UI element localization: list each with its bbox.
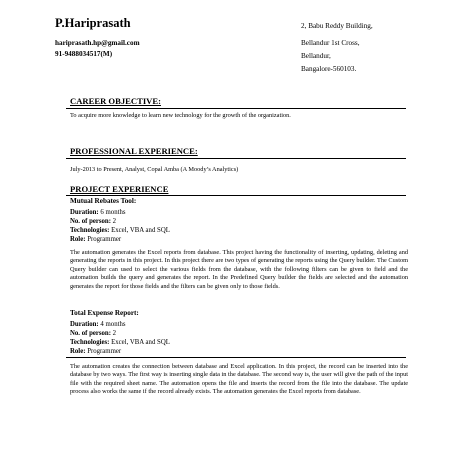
address-line-2: Bellandur 1st Cross, (301, 39, 360, 47)
project-role (70, 236, 121, 243)
project-rule (66, 195, 406, 196)
project-technologies (70, 227, 170, 234)
duration-value: 6 months (100, 209, 126, 216)
duration-value: 4 months (100, 321, 126, 328)
professional-experience-text: July-2013 to Present, Analyst, Copal Amba (A Moody’s Analytics) (70, 166, 239, 173)
project-role (70, 348, 121, 355)
project-description: The automation generates the Excel reports from database. This project having the functionality of inserting, updating, deleting and generating the reports in this project. In this project there are two types of generating the reports using the Query builder. The Custom Query builder can used to select the various fields from the database, with the following filters can be given to field and the automation builds the query and generates the report. In the Predefined Query builder the fields are selected and the automation generates the report for those fields and the filters can be given only to those fields. (70, 249, 408, 290)
address-line-4: Bangalore-560103. (301, 65, 357, 73)
career-objective-text: To acquire more knowledge to learn new technology for the growth of the organization. (70, 112, 291, 119)
role-value: Programmer (87, 348, 122, 355)
phone-number: 91-9488034517(M) (55, 50, 113, 58)
persons-value: 2 (112, 330, 117, 337)
project-technologies (70, 339, 170, 346)
technologies-value: Excel, VBA and SQL (111, 227, 170, 234)
project-persons (70, 330, 116, 337)
role-rule (66, 357, 406, 358)
project-persons (70, 218, 116, 225)
technologies-label: Technologies: (70, 339, 110, 346)
professional-experience-heading: PROFESSIONAL EXPERIENCE: (70, 146, 198, 156)
technologies-value: Excel, VBA and SQL (111, 339, 170, 346)
career-rule (66, 108, 406, 109)
address-line-3: Bellandur, (301, 52, 331, 60)
role-value: Programmer (87, 236, 122, 243)
project-description: The automation creates the connection between database and Excel application. In this project, the record can be inserted into the database by two ways. The first way is inserting single data in the database. The second way is, the user will give the path of the input file with the required sheet name. The automation opens the file and inserts the record from the file into the database. The update process also works the same if the record already exists. The automation generates the Excel reports from database. (70, 363, 408, 396)
technologies-label: Technologies: (70, 227, 110, 234)
project-duration (70, 209, 126, 216)
duration-label: Duration: (70, 321, 99, 328)
role-label: Role: (70, 236, 86, 243)
duration-label: Duration: (70, 209, 99, 216)
experience-rule (66, 158, 406, 159)
persons-label: No. of person: (70, 218, 111, 225)
email-address[interactable]: hariprasath.hp@gmail.com (55, 39, 140, 47)
persons-label: No. of person: (70, 330, 111, 337)
project-experience-heading: PROJECT EXPERIENCE (70, 184, 169, 194)
address-line-1: 2, Babu Reddy Building, (301, 22, 373, 30)
project-title: Total Expense Report: (70, 309, 139, 317)
project-duration (70, 321, 126, 328)
project-title: Mutual Rebates Tool: (70, 197, 137, 205)
candidate-name: P.Hariprasath (55, 16, 131, 30)
career-objective-heading: CAREER OBJECTIVE: (70, 96, 161, 106)
persons-value: 2 (112, 218, 117, 225)
role-label: Role: (70, 348, 86, 355)
